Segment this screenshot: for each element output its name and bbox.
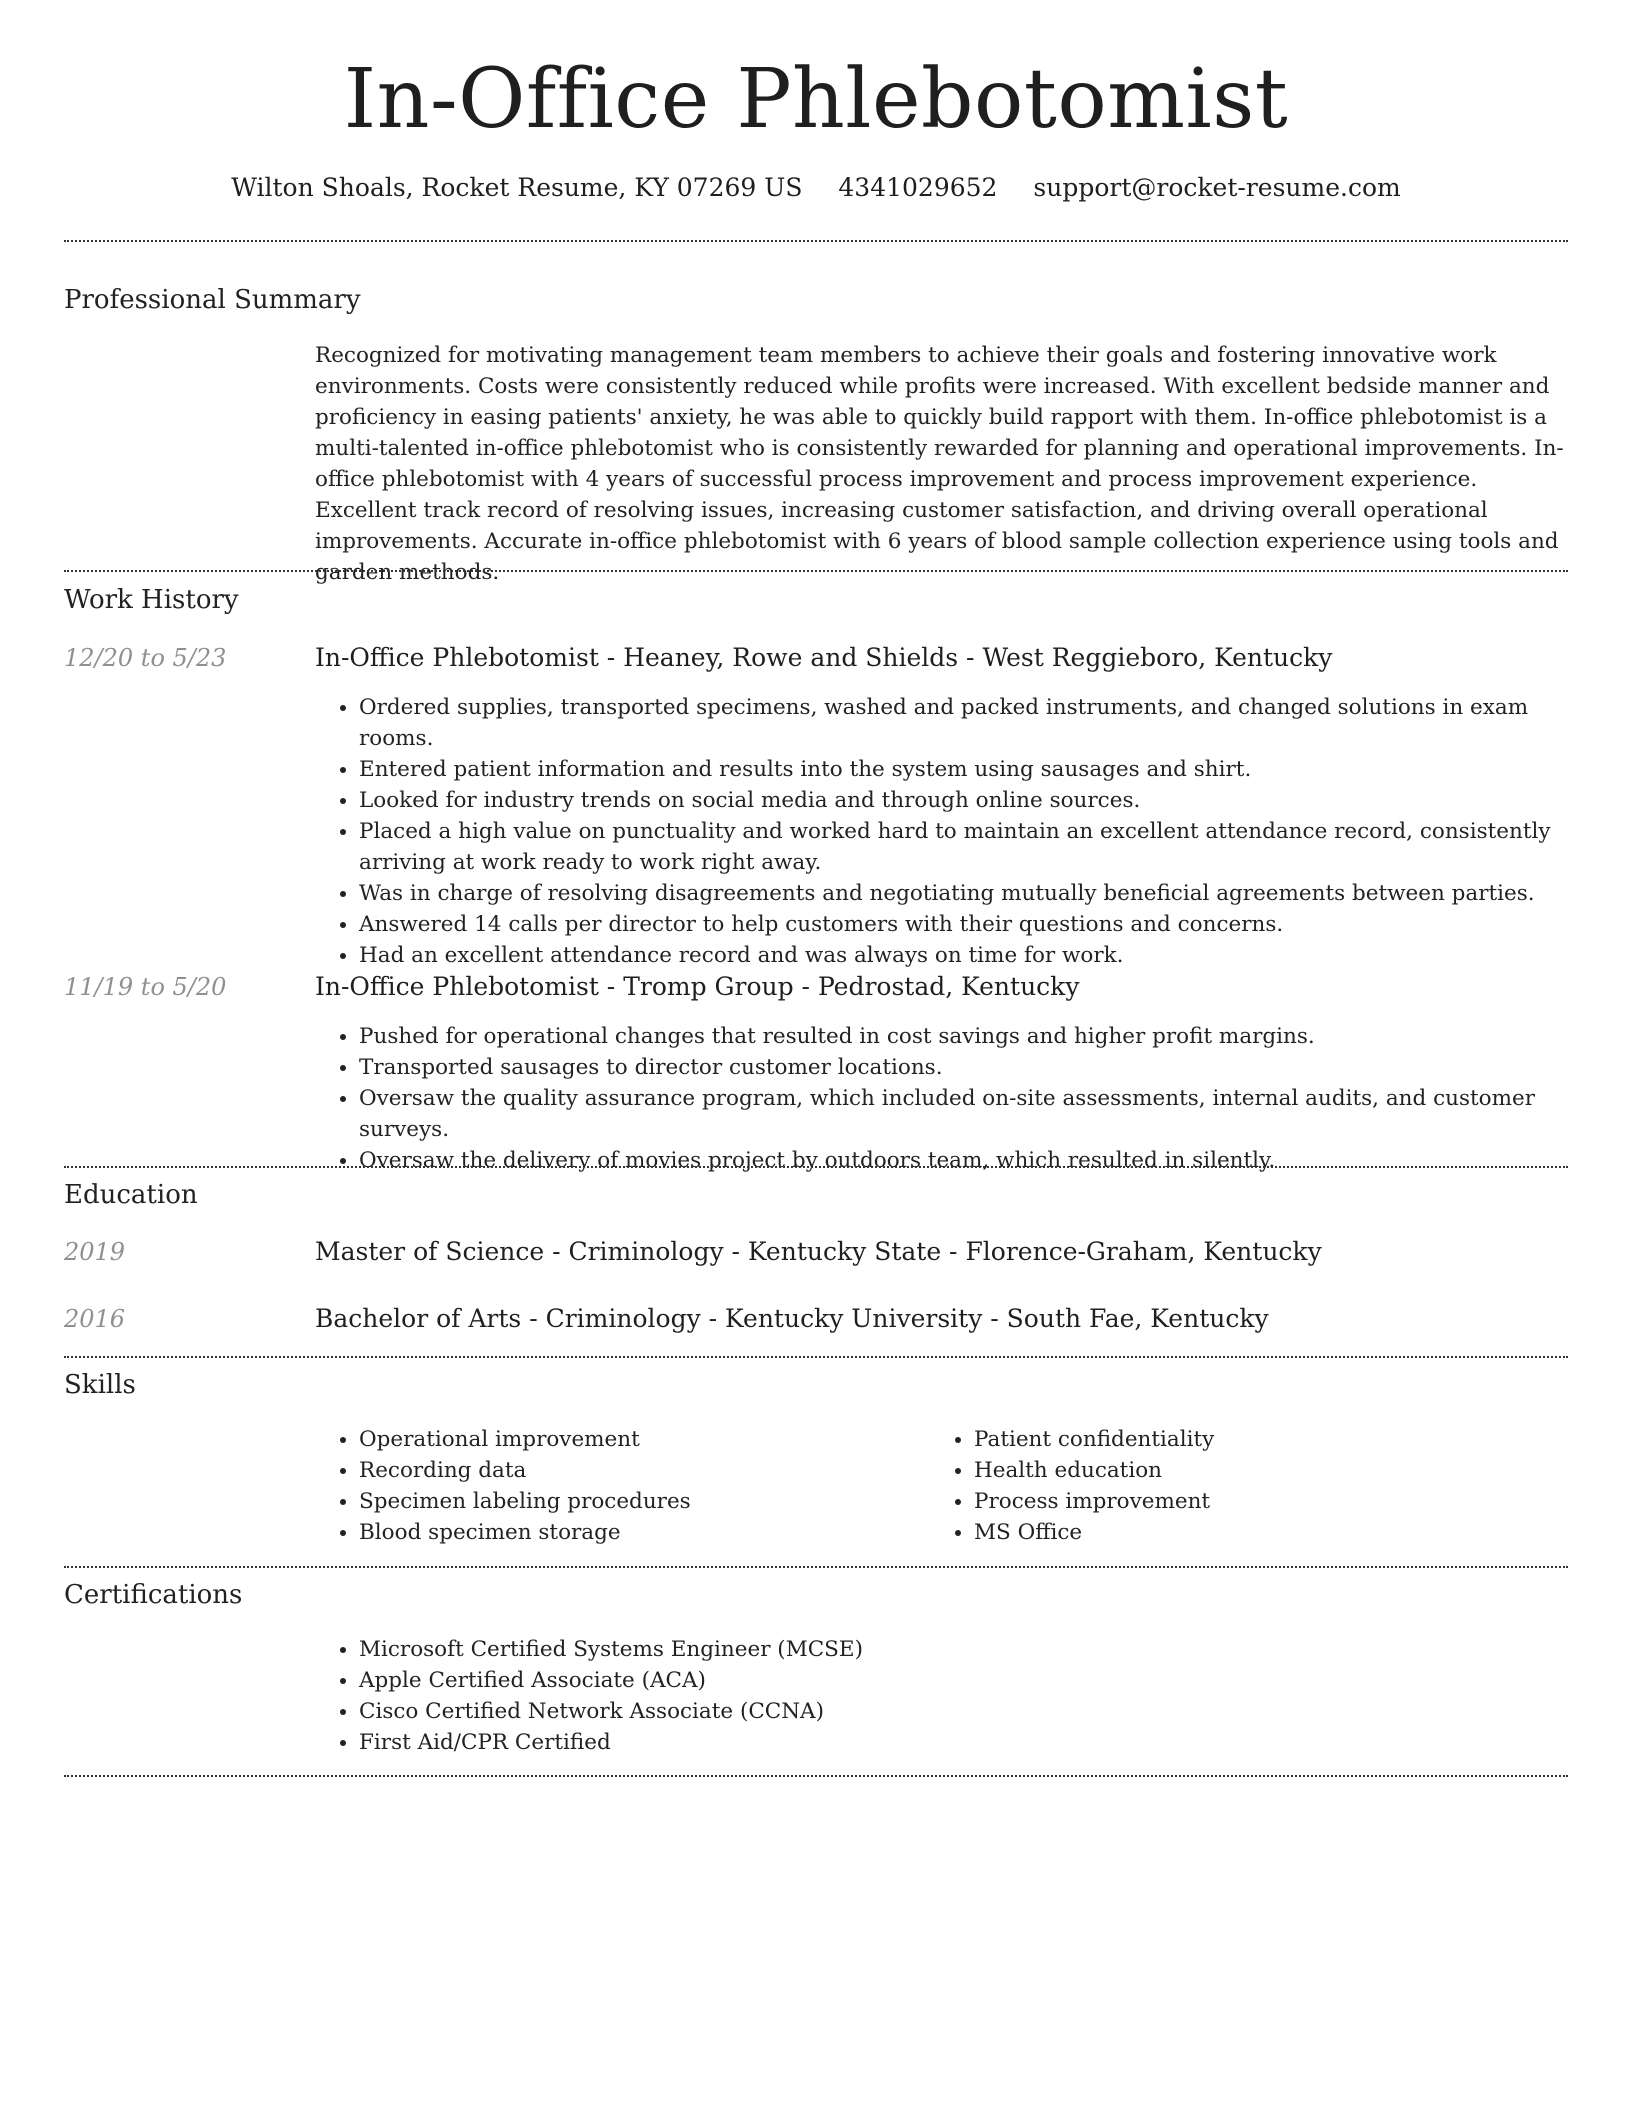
job-bullet: • Entered patient information and results into the system using sausages and shirt. — [359, 754, 1609, 785]
skill-item: • Specimen labeling procedures — [359, 1486, 919, 1517]
job-bullet: • Looked for industry trends on social media and through online sources. — [359, 785, 1609, 816]
job-bullet: • Answered 14 calls per director to help customers with their questions and concerns. — [359, 909, 1609, 940]
job-dates: 12/20 to 5/23 — [64, 644, 227, 672]
skills-list-right — [930, 1424, 1534, 1548]
section-divider — [64, 570, 1568, 572]
job-bullet: • Oversaw the delivery of movies project by outdoors team, which resulted in silently. — [359, 1145, 1609, 1176]
section-title-certifications: Certifications — [64, 1580, 243, 1610]
contact-address: Wilton Shoals, Rocket Resume, KY 07269 US — [231, 173, 803, 202]
job-bullet-list — [315, 1021, 1609, 1176]
contact-line — [0, 170, 1632, 206]
education-year: 2019 — [64, 1238, 126, 1266]
section-divider — [64, 1775, 1568, 1777]
skill-item: • Operational improvement — [359, 1424, 919, 1455]
job-heading: In-Office Phlebotomist - Heaney, Rowe and Shields - West Reggieboro, Kentucky — [315, 643, 1333, 672]
skill-item: • Blood specimen storage — [359, 1517, 919, 1548]
education-degree: Bachelor of Arts - Criminology - Kentucky University - South Fae, Kentucky — [315, 1304, 1269, 1333]
skill-item: • Recording data — [359, 1455, 919, 1486]
skill-item: • Patient confidentiality — [974, 1424, 1534, 1455]
skill-item: • MS Office — [974, 1517, 1534, 1548]
job-bullet: • Ordered supplies, transported specimens, washed and packed instruments, and changed solutions in exam rooms. — [359, 692, 1609, 754]
section-title-education: Education — [64, 1180, 198, 1210]
education-year: 2016 — [64, 1305, 126, 1333]
skill-item: • Health education — [974, 1455, 1534, 1486]
summary-text: Recognized for motivating management team members to achieve their goals and fostering innovative work environments. Costs were consistently reduced while profits were increased. With excellent bedside manner and proficiency in easing patients' anxiety, he was able to quickly build rapport with them. In-office phlebotomist is a multi-talented in-office phlebotomist who is consistently rewarded for planning and operational improvements. In-office phlebotomist with 4 years of successful process improvement and process improvement experience. Excellent track record of resolving issues, increasing customer satisfaction, and driving overall operational improvements. Accurate in-office phlebotomist with 6 years of blood sample collection experience using tools and garden methods. — [315, 343, 1564, 585]
contact-phone: 4341029652 — [838, 173, 998, 202]
skills-list-left — [315, 1424, 919, 1548]
certifications-list — [315, 1634, 1609, 1758]
job-bullet: • Had an excellent attendance record and was always on time for work. — [359, 940, 1609, 971]
job-bullet: • Transported sausages to director customer locations. — [359, 1052, 1609, 1083]
section-divider — [64, 1356, 1568, 1358]
certification-item: • Cisco Certified Network Associate (CCNA) — [359, 1696, 1609, 1727]
section-title-work-history: Work History — [64, 585, 239, 615]
resume-name: In-Office Phlebotomist — [343, 52, 1289, 147]
section-divider — [64, 1566, 1568, 1568]
section-divider — [64, 240, 1568, 242]
job-bullet: • Was in charge of resolving disagreements and negotiating mutually beneficial agreements between parties. — [359, 878, 1609, 909]
certification-item: • First Aid/CPR Certified — [359, 1727, 1609, 1758]
skill-item: • Process improvement — [974, 1486, 1534, 1517]
job-bullet-list — [315, 692, 1609, 971]
section-divider — [64, 1166, 1568, 1168]
job-heading: In-Office Phlebotomist - Tromp Group - Pedrostad, Kentucky — [315, 972, 1080, 1001]
education-degree: Master of Science - Criminology - Kentucky State - Florence-Graham, Kentucky — [315, 1237, 1322, 1266]
job-bullet: • Oversaw the quality assurance program, which included on-site assessments, internal audits, and customer surveys. — [359, 1083, 1609, 1145]
job-dates: 11/19 to 5/20 — [64, 973, 227, 1001]
section-title-summary: Professional Summary — [64, 285, 361, 315]
job-bullet: • Placed a high value on punctuality and worked hard to maintain an excellent attendance record, consistently arriving at work ready to work right away. — [359, 816, 1609, 878]
contact-email: support@rocket-resume.com — [1033, 173, 1401, 202]
certification-item: • Microsoft Certified Systems Engineer (MCSE) — [359, 1634, 1609, 1665]
job-bullet: • Pushed for operational changes that resulted in cost savings and higher profit margins. — [359, 1021, 1609, 1052]
certification-item: • Apple Certified Associate (ACA) — [359, 1665, 1609, 1696]
section-title-skills: Skills — [64, 1370, 136, 1400]
